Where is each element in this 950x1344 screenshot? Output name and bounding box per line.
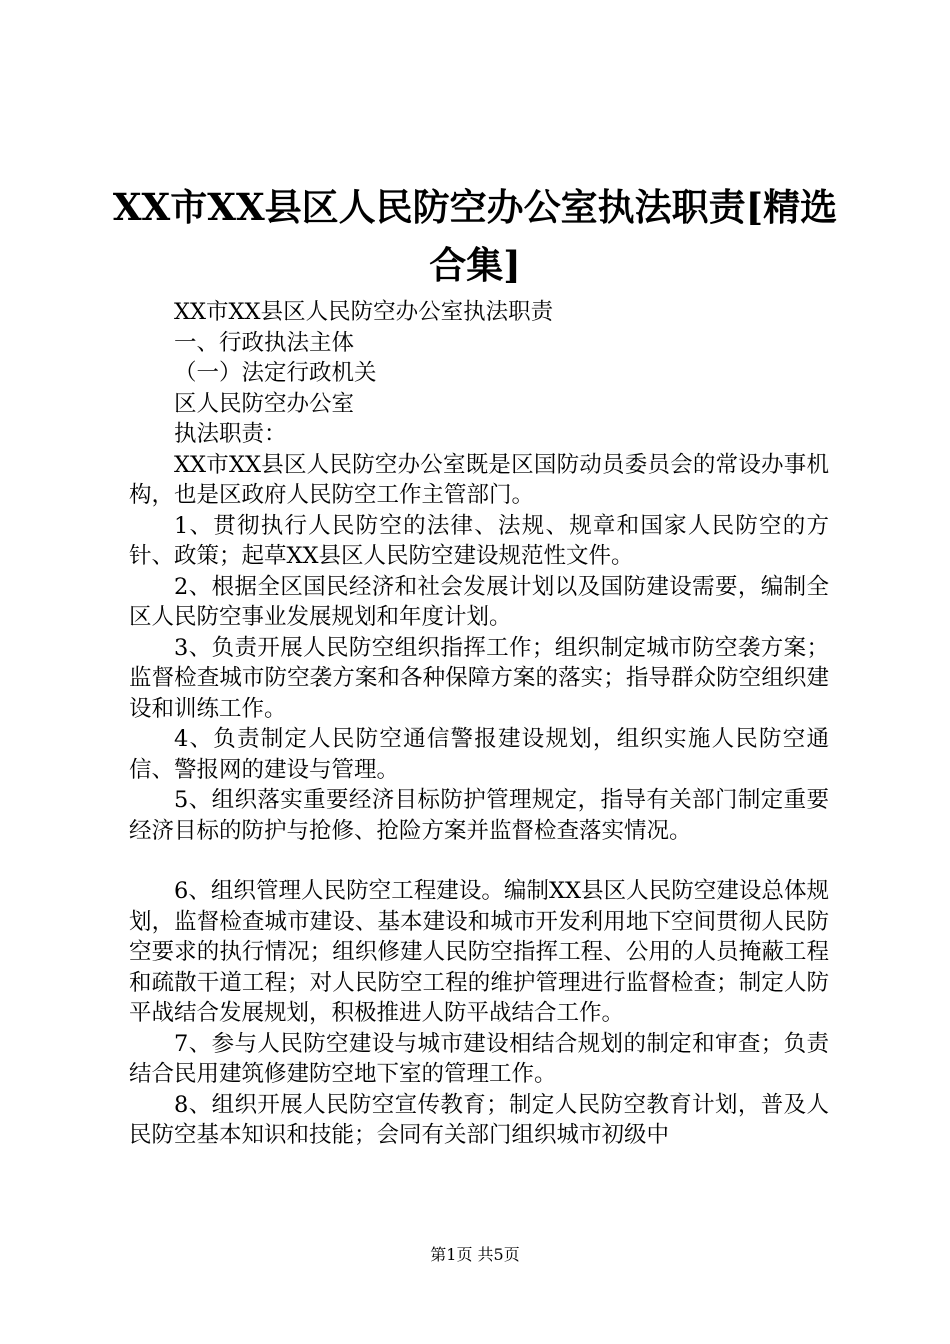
paragraph: XX市XX县区人民防空办公室执法职责 [174,299,554,325]
paragraph: 1、贯彻执行人民防空的法律、法规、规章和国家人民防空的方针、政策；起草XX县区人民防空建设规范性文件。 [129,512,829,569]
paragraph: XX市XX县区人民防空办公室既是区国防动员委员会的常设办事机构，也是区政府人民防空工作主管部门。 [129,451,829,508]
paragraph: 2、根据全区国民经济和社会发展计划以及国防建设需要，编制全区人民防空事业发展规划和年度计划。 [129,573,829,630]
document-body [129,297,829,1151]
paragraph: 4、负责制定人民防空通信警报建设规划，组织实施人民防空通信、警报网的建设与管理。 [129,726,829,783]
paragraph: 执法职责： [174,421,287,447]
paragraph: 一、行政执法主体 [174,329,355,356]
paragraph: 7、参与人民防空建设与城市建设相结合规划的制定和审查；负责结合民用建筑修建防空地下室的管理工作。 [129,1030,829,1087]
page-footer: 第1页 共5页 [430,1245,520,1264]
paragraph: 区人民防空办公室 [174,390,355,417]
paragraph: 8、组织开展人民防空宣传教育；制定人民防空教育计划，普及人民防空基本知识和技能；会同有关部门组织城市初级中 [129,1091,829,1148]
paragraph: 3、负责开展人民防空组织指挥工作；组织制定城市防空袭方案；监督检查城市防空袭方案和各种保障方案的落实；指导群众防空组织建设和训练工作。 [129,634,829,722]
paragraph: 5、组织落实重要经济目标防护管理规定，指导有关部门制定重要经济目标的防护与抢修、抢险方案并监督检查落实情况。 [129,787,829,844]
paragraph: 6、组织管理人民防空工程建设。编制XX县区人民防空建设总体规划，监督检查城市建设、基本建设和城市开发利用地下空间贯彻人民防空要求的执行情况；组织修建人民防空指挥工程、公用的人员掩蔽工程和疏散干道工程；对人民防空工程的维护管理进行监督检查；制定人防平战结合发展规划，积极推进人防平战结合工作。 [129,878,829,1026]
document-title: XX市XX县区人民防空办公室执法职责[精选合集] [112,185,838,287]
paragraph: （一）法定行政机关 [174,360,377,386]
